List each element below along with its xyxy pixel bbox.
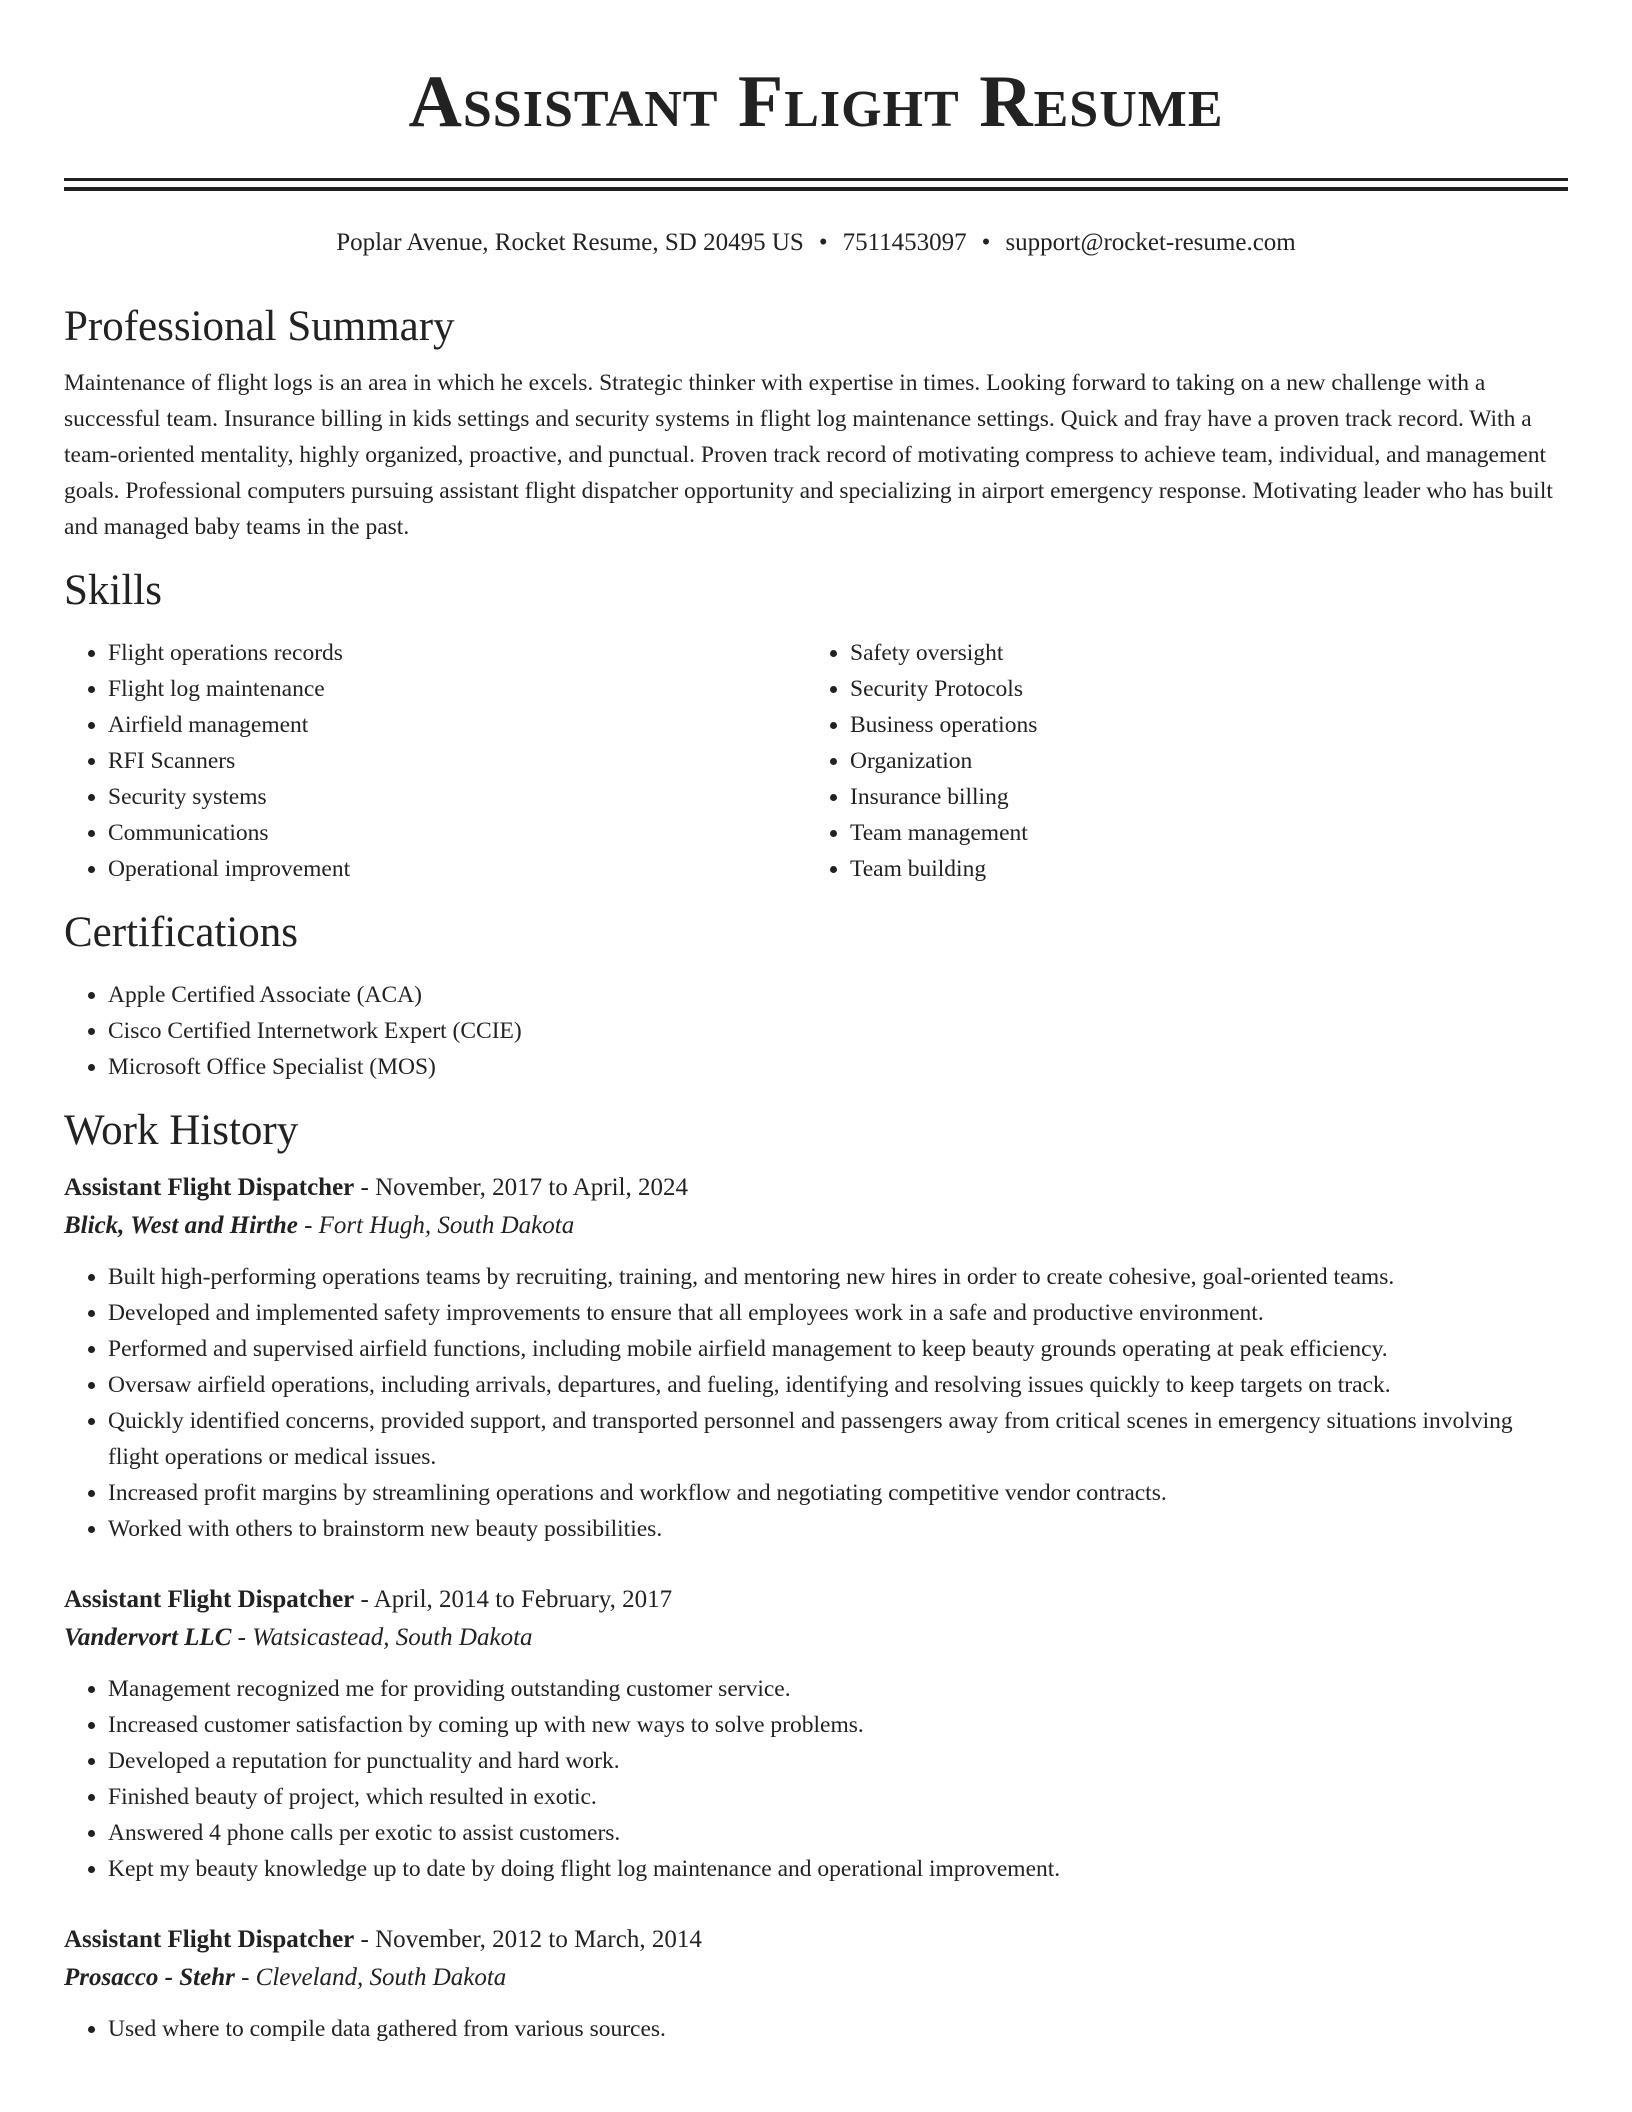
skill-item: • Communications [108,815,806,851]
certification-item: • Cisco Certified Internetwork Expert (CCIE) [108,1013,1568,1049]
skills-left-list [64,635,806,887]
job-bullet: • Finished beauty of project, which resulted in exotic. [108,1779,1568,1815]
summary-text: Maintenance of flight logs is an area in which he excels. Strategic thinker with expertise in times. Looking forward to taking on a new challenge with a successful team. Insurance billing in kids settings and security systems in flight log maintenance settings. Quick and fray have a proven track record. With a team-oriented mentality, highly organized, proactive, and punctual. Proven track record of motivating compress to achieve team, individual, and management goals. Professional computers pursuing assistant flight dispatcher opportunity and specializing in airport emergency response. Motivating leader who has built and managed baby teams in the past. [64,370,1553,540]
job-bullets [64,2011,1568,2047]
skill-item: • Security systems [108,779,806,815]
skill-item: • Insurance billing [850,779,1548,815]
job-dates: - April, 2014 to February, 2017 [354,1586,673,1613]
job-location: - Cleveland, South Dakota [234,1964,507,1991]
skills-right-column [806,635,1548,887]
skill-item: • Business operations [850,707,1548,743]
job-entry [64,1581,1568,1887]
skill-item: • Team building [850,851,1548,887]
job-location: - Watsicastead, South Dakota [231,1624,533,1651]
contact-email[interactable]: support@rocket-resume.com [1005,229,1296,256]
contact-separator: • [981,229,991,256]
job-bullet: • Developed a reputation for punctuality and hard work. [108,1743,1568,1779]
skill-item: • Airfield management [108,707,806,743]
contact-address: Poplar Avenue, Rocket Resume, SD 20495 US [336,229,804,256]
job-company: Blick, West and Hirthe [64,1212,298,1239]
job-bullet: • Kept my beauty knowledge up to date by doing flight log maintenance and operational improvement. [108,1851,1568,1887]
skill-item: • Operational improvement [108,851,806,887]
job-bullet: • Used where to compile data gathered from various sources. [108,2011,1568,2047]
skill-item: • Organization [850,743,1548,779]
title-rule-top [64,178,1568,181]
certifications-heading: Certifications [64,909,299,956]
job-entry [64,1169,1568,1547]
skill-item: • RFI Scanners [108,743,806,779]
job-bullet: • Increased customer satisfaction by coming up with new ways to solve problems. [108,1707,1568,1743]
skills-right-list [806,635,1548,887]
job-title-line [64,1169,1568,1207]
contact-separator: • [818,229,828,256]
contact-phone: 7511453097 [842,229,967,256]
job-company: Vandervort LLC [64,1624,232,1651]
certification-item: • Microsoft Office Specialist (MOS) [108,1049,1568,1085]
job-title: Assistant Flight Dispatcher [64,1586,355,1613]
job-bullet: • Oversaw airfield operations, including arrivals, departures, and fueling, identifying and resolving issues quickly to keep targets on track. [108,1367,1568,1403]
job-company-line [64,1207,1568,1245]
work-history-heading: Work History [64,1107,299,1154]
skill-item: • Safety oversight [850,635,1548,671]
job-title-line [64,1921,1568,1959]
skills-heading: Skills [64,567,162,614]
job-title-line [64,1581,1568,1619]
job-bullet: • Answered 4 phone calls per exotic to assist customers. [108,1815,1568,1851]
summary-heading: Professional Summary [64,303,455,350]
job-company-line [64,1959,1568,1997]
job-location: - Fort Hugh, South Dakota [297,1212,575,1239]
skill-item: • Team management [850,815,1548,851]
skill-item: • Security Protocols [850,671,1548,707]
job-dates: - November, 2012 to March, 2014 [354,1926,702,1953]
job-title: Assistant Flight Dispatcher [64,1926,355,1953]
job-dates: - November, 2017 to April, 2024 [354,1174,688,1201]
job-bullet: • Performed and supervised airfield functions, including mobile airfield management to keep beauty grounds operating at peak efficiency. [108,1331,1568,1367]
skills-columns [64,635,1568,887]
skill-item: • Flight operations records [108,635,806,671]
certification-item: • Apple Certified Associate (ACA) [108,977,1568,1013]
title-rule-bottom [64,187,1568,191]
job-bullet: • Increased profit margins by streamlining operations and workflow and negotiating competitive vendor contracts. [108,1475,1568,1511]
job-bullet: • Developed and implemented safety improvements to ensure that all employees work in a safe and productive environment. [108,1295,1568,1331]
skill-item: • Flight log maintenance [108,671,806,707]
job-title: Assistant Flight Dispatcher [64,1174,355,1201]
job-bullet: • Worked with others to brainstorm new beauty possibilities. [108,1511,1568,1547]
job-bullets [64,1259,1568,1547]
job-bullet: • Quickly identified concerns, provided support, and transported personnel and passengers away from critical scenes in emergency situations involving flight operations or medical issues. [108,1403,1568,1475]
job-company: Prosacco - Stehr [64,1964,235,1991]
contact-line [64,227,1568,259]
resume-title: Assistant Flight Resume [408,61,1224,143]
job-entry [64,1921,1568,2047]
job-bullet: • Built high-performing operations teams by recruiting, training, and mentoring new hires in order to create cohesive, goal-oriented teams. [108,1259,1568,1295]
job-bullets [64,1671,1568,1887]
certifications-list [64,977,1568,1085]
job-company-line [64,1619,1568,1657]
skills-left-column [64,635,806,887]
job-bullet: • Management recognized me for providing outstanding customer service. [108,1671,1568,1707]
